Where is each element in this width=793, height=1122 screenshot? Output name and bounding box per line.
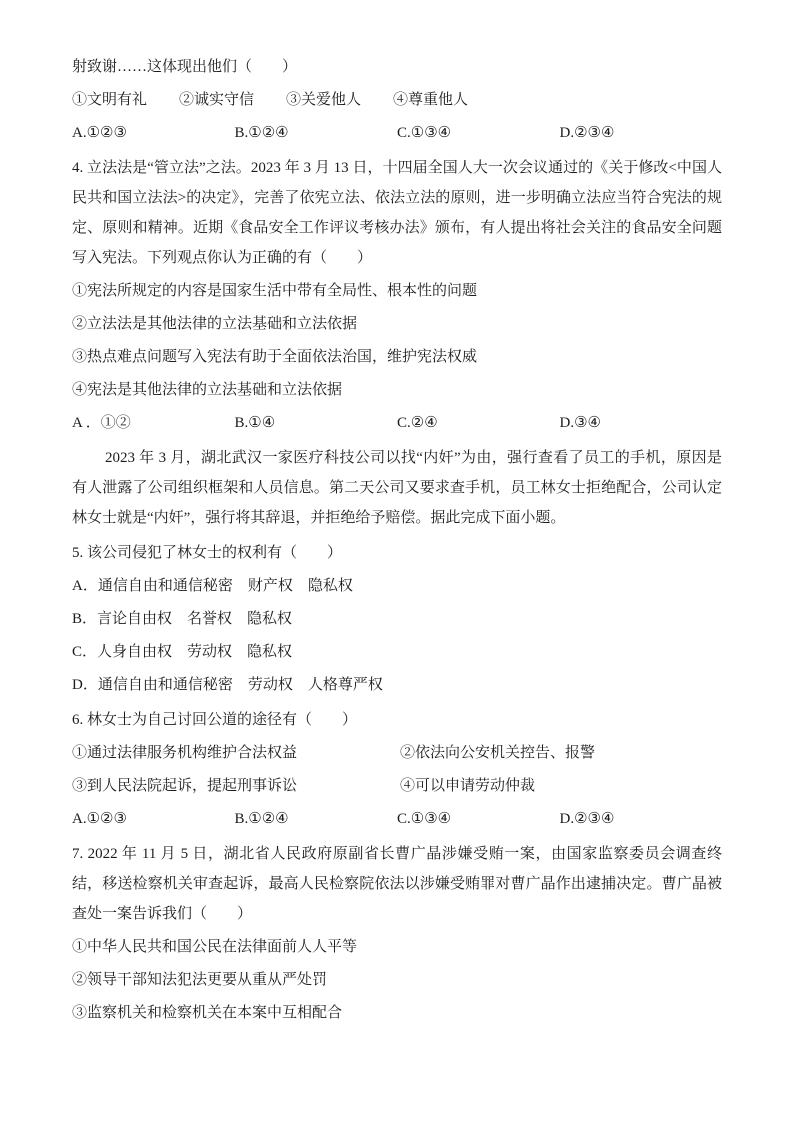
question5-choice-d: D．通信自由和通信秘密 劳动权 人格尊严权 — [72, 677, 383, 693]
question4-choice-b: B.①④ — [234, 415, 276, 431]
question6-items-row-2 — [72, 771, 722, 801]
question6-choice-c: C.①③④ — [397, 811, 452, 827]
question7-item-3: ③监察机关和检察机关在本案中互相配合 — [72, 1005, 343, 1021]
question3-option-2: ②诚实守信 — [179, 92, 255, 108]
question3-option-1: ①文明有礼 — [72, 92, 148, 108]
question4-choice-a: A ．①② — [72, 415, 131, 431]
question6-stem: 6. 林女士为自己讨回公道的途径有（ ） — [72, 712, 358, 728]
question6-answer-choices — [72, 804, 722, 834]
question3-option-4: ④尊重他人 — [393, 92, 469, 108]
question3-tail-text: 射致谢……这体现出他们（ ） — [72, 59, 298, 75]
question5-choice-b: B．言论自由权 名誉权 隐私权 — [72, 611, 293, 627]
question3-options — [72, 85, 722, 115]
question6-item-1: ①通过法律服务机构维护合法权益 — [72, 745, 298, 761]
question3-choice-d: D.②③④ — [559, 125, 615, 141]
question5-choice-a: A．通信自由和通信秘密 财产权 隐私权 — [72, 578, 353, 594]
question7-item-1: ①中华人民共和国公民在法律面前人人平等 — [72, 939, 358, 955]
question5-choice-c: C．人身自由权 劳动权 隐私权 — [72, 644, 293, 660]
passage-text: 2023 年 3 月，湖北武汉一家医疗科技公司以找“内奸”为由，强行查看了员工的手机，原因是有人泄露了公司组织框架和人员信息。第二天公司又要求查手机，员工林女士拒绝配合，公司认定林女士就是“内奸”，强行将其辞退，并拒绝给予赔偿。据此完成下面小题。 — [72, 450, 722, 526]
question3-choice-a: A.①②③ — [72, 125, 127, 141]
question6-choice-b: B.①②④ — [234, 811, 289, 827]
question3-option-3: ③关爱他人 — [286, 92, 362, 108]
question7-stem: 7. 2022 年 11 月 5 日，湖北省人民政府原副省长曹广晶涉嫌受贿一案，由国家监察委员会调查终结，移送检察机关审查起诉，最高人民检察院依法以涉嫌受贿罪对曹广晶作出逮捕决定。曹广晶被查处一案告诉我们（ ） — [72, 846, 722, 922]
question5-stem: 5. 该公司侵犯了林女士的权利有（ ） — [72, 545, 343, 561]
question6-item-3: ③到人民法院起诉，提起刑事诉讼 — [72, 778, 298, 794]
question6-choice-d: D.②③④ — [559, 811, 615, 827]
question6-item-4: ④可以申请劳动仲裁 — [400, 778, 536, 794]
question4-choice-c: C.②④ — [397, 415, 438, 431]
question4-answer-choices — [72, 408, 722, 438]
question7-item-2: ②领导干部知法犯法更要从重从严处罚 — [72, 972, 328, 988]
question3-choice-c: C.①③④ — [397, 125, 452, 141]
question6-choice-a: A.①②③ — [72, 811, 127, 827]
question6-items-row-1 — [72, 738, 722, 768]
question4-stem: 4. 立法法是“管立法”之法。2023 年 3 月 13 日，十四届全国人大一次会议通过的《关于修改<中国人民共和国立法法>的决定》，完善了依宪立法、依法立法的原则，进一步明确立法应当符合宪法的规定、原则和精神。近期《食品安全工作评议考核办法》颁布，有人提出将社会关注的食品安全问题写入宪法。下列观点你认为正确的有（ ） — [72, 160, 722, 266]
question4-choice-d: D.③④ — [559, 415, 601, 431]
question6-item-2: ②依法向公安机关控告、报警 — [400, 745, 596, 761]
question3-choice-b: B.①②④ — [234, 125, 289, 141]
question4-item-3: ③热点难点问题写入宪法有助于全面依法治国，维护宪法权威 — [72, 349, 478, 365]
question4-item-2: ②立法法是其他法律的立法基础和立法依据 — [72, 316, 358, 332]
question4-item-1: ①宪法所规定的内容是国家生活中带有全局性、根本性的问题 — [72, 283, 478, 299]
question4-item-4: ④宪法是其他法律的立法基础和立法依据 — [72, 382, 343, 398]
question3-answer-choices — [72, 118, 722, 148]
